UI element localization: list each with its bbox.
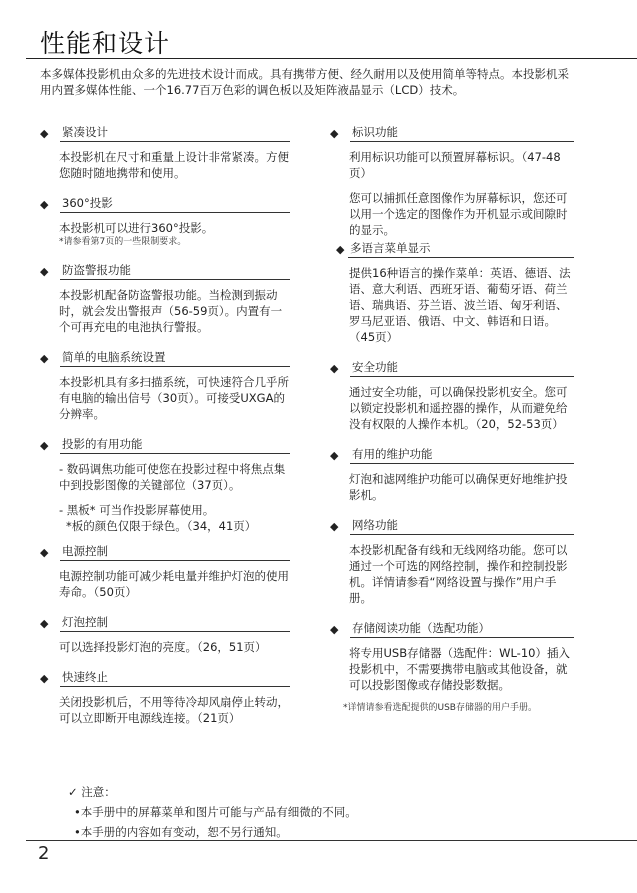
section-body: 通过安全功能，可以确保投影机安全。您可以锁定投影机和遥控器的操作，从而避免给没有权限的人操作本机。（20，52-53页）: [349, 385, 568, 431]
section-computer-setup: [40, 349, 290, 422]
intro-paragraph: 本多媒体投影机由众多的先进技术设计而成。具有携带方便、经久耐用以及使用简单等特点。本投影机采用内置多媒体性能、一个16.77百万色彩的调色板以及矩阵液晶显示（LCD）技术。: [40, 67, 569, 97]
section-body: 您可以捕抓任意图像作为屏幕标识，您还可以用一个选定的图像作为开机显示或间隙时的显示。: [349, 191, 568, 237]
diamond-bullet-icon: ◆: [336, 243, 345, 256]
section-multilanguage: [330, 240, 574, 345]
diamond-bullet-icon: ◆: [40, 439, 49, 452]
diamond-bullet-icon: ◆: [40, 352, 49, 365]
diamond-bullet-icon: ◆: [330, 449, 339, 462]
section-heading: 防盗警报功能: [60, 263, 290, 280]
section-useful-functions: [40, 436, 290, 534]
section-body: 本投影机在尺寸和重量上设计非常紧凑。方便您随时随地携带和使用。: [59, 150, 289, 180]
notes-block: [68, 782, 357, 842]
section-heading: 多语言菜单显示: [348, 241, 574, 258]
section-heading: 存储阅读功能（选配功能）: [350, 621, 574, 638]
section-body: 电源控制功能可减少耗电量并维护灯泡的使用寿命。（50页）: [59, 569, 289, 599]
section-lamp-control: [40, 614, 290, 655]
notes-title: ✓ 注意：: [68, 785, 116, 799]
section-body: 本投影机具有多扫描系统，可快速符合几乎所有电脑的输出信号（30页）。可接受UXGA的分辨率。: [59, 375, 289, 421]
section-body: 提供16种语言的操作菜单：英语、德语、法语、意大利语、西班牙语、葡萄牙语、荷兰语、瑞典语、芬兰语、波兰语、匈牙利语、罗马尼亚语、俄语、中文、韩语和日语。（45页）: [349, 266, 571, 344]
section-heading: 网络功能: [350, 518, 574, 535]
section-heading: 紧凑设计: [60, 125, 290, 142]
right-column: [330, 124, 574, 714]
section-note: *详情请参看选配提供的USB存储器的用户手册。: [343, 703, 537, 713]
section-heading: 安全功能: [350, 360, 574, 377]
section-heading: 投影的有用功能: [60, 437, 290, 454]
diamond-bullet-icon: ◆: [40, 617, 49, 630]
diamond-bullet-icon: ◆: [40, 127, 49, 140]
title-rule: [26, 58, 637, 59]
section-note: *请参看第7页的一些限制要求。: [59, 237, 187, 247]
section-quick-termination: [40, 669, 290, 726]
section-heading: 灯泡控制: [60, 615, 290, 632]
diamond-bullet-icon: ◆: [330, 127, 339, 140]
left-column: [40, 124, 290, 726]
notes-item: •本手册中的屏幕菜单和图片可能与产品有细微的不同。: [74, 805, 357, 819]
section-body: 本投影机配备防盗警报功能。当检测到振动时，就会发出警报声（56-59页）。内置有一个可再充电的电池执行警报。: [59, 288, 283, 334]
page-number: 2: [38, 843, 50, 864]
section-heading: 标识功能: [350, 125, 574, 142]
section-power-control: [40, 543, 290, 600]
section-security: [330, 359, 574, 432]
diamond-bullet-icon: ◆: [40, 546, 49, 559]
section-heading: 有用的维护功能: [350, 447, 574, 464]
diamond-bullet-icon: ◆: [330, 623, 339, 636]
section-anti-theft: [40, 262, 290, 335]
diamond-bullet-icon: ◆: [40, 672, 49, 685]
list-item-note: *板的颜色仅限于绿色。（34，41页）: [66, 519, 257, 533]
section-body: 将专用USB存储器（选配件：WL-10）插入投影机中，不需要携带电脑或其他设备，就可以投影图像或存储投影数据。: [349, 646, 570, 692]
section-memory-viewer: [330, 620, 574, 714]
list-item: - 黑板* 可当作投影屏幕使用。: [59, 503, 215, 517]
list-item: - 数码调焦功能可使您在投影过程中将焦点集中到投影图像的关键部位（37页）。: [59, 462, 286, 492]
section-heading: 简单的电脑系统设置: [60, 350, 290, 367]
section-logo-function: [330, 124, 574, 238]
section-360-projection: [40, 195, 290, 248]
section-body: 本投影机可以进行360°投影。: [59, 221, 214, 235]
bottom-rule: [26, 840, 637, 841]
notes-item: •本手册的内容如有变动，恕不另行通知。: [74, 825, 288, 839]
section-body: 可以选择投影灯泡的亮度。（26，51页）: [59, 640, 267, 654]
section-body: 本投影机配备有线和无线网络功能。您可以通过一个可选的网络控制，操作和控制投影机。详情请参看“网络设置与操作”用户手册。: [349, 543, 568, 605]
page-title: 性能和设计: [40, 29, 171, 58]
section-maintenance: [330, 446, 574, 503]
section-compact-design: [40, 124, 290, 181]
section-network: [330, 517, 574, 606]
diamond-bullet-icon: ◆: [40, 265, 49, 278]
section-heading: 电源控制: [60, 544, 290, 561]
section-body: 关闭投影机后，不用等待冷却风扇停止转动，可以立即断开电源线连接。（21页）: [59, 695, 289, 725]
section-heading: 360°投影: [60, 196, 290, 213]
section-heading: 快速终止: [60, 670, 290, 687]
diamond-bullet-icon: ◆: [330, 520, 339, 533]
section-body: 利用标识功能可以预置屏幕标识。（47-48页）: [349, 150, 561, 180]
diamond-bullet-icon: ◆: [330, 362, 339, 375]
section-body: 灯泡和滤网维护功能可以确保更好地维护投影机。: [349, 472, 568, 502]
diamond-bullet-icon: ◆: [40, 198, 49, 211]
